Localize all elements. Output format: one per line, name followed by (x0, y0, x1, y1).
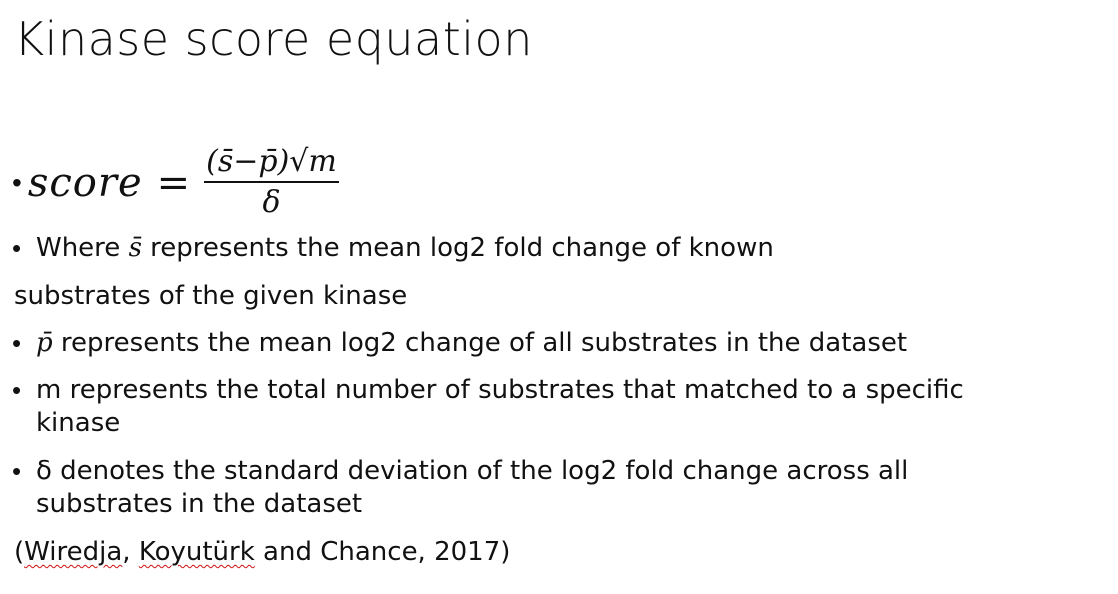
equation-fraction (204, 145, 339, 222)
citation-rest: and Chance, 2017) (254, 537, 511, 567)
citation-author-wiredja: Wiredja (24, 537, 123, 567)
equation-bullet (12, 138, 339, 228)
bullet-line: m represents the total number of substrates that matched to a specific (36, 375, 964, 405)
bullet-line: represents the mean log2 fold change of known (141, 233, 774, 263)
equation-operator: = (156, 160, 191, 206)
bullet-text (36, 327, 907, 360)
bullet-prefix: Where (36, 233, 129, 263)
bullet-p-bar (12, 327, 907, 360)
citation-author-koyuturk: Koyutürk (138, 537, 255, 567)
bullet-dot: • (12, 456, 22, 486)
s-bar-symbol: s̄ (128, 233, 142, 263)
equation-denominator: δ (262, 185, 281, 221)
p-bar-symbol: p̄ (36, 328, 53, 358)
bullet-s-bar (12, 232, 774, 265)
slide-title: Kinase score equation (14, 12, 533, 66)
bullet-dot: • (12, 375, 22, 405)
equation-lhs: score (27, 160, 143, 206)
bullet-line: kinase (36, 408, 121, 438)
bullet-line: δ denotes the standard deviation of the log2 fold change across all (36, 456, 909, 486)
bullet-line: substrates in the dataset (36, 489, 363, 519)
bullet-line: represents the mean log2 change of all substrates in the dataset (52, 328, 908, 358)
bullet-dot: • (12, 167, 22, 198)
bullet-text (36, 232, 774, 265)
bullet-delta (12, 455, 908, 521)
equation-numerator: (s̄−p̄)√m (206, 143, 337, 179)
bullet-continuation: substrates of the given kinase (14, 281, 408, 311)
citation-separator: , (122, 537, 139, 567)
bullet-dot: • (12, 328, 22, 358)
citation-open: ( (14, 537, 25, 567)
bullet-dot: • (12, 233, 22, 263)
citation (14, 536, 510, 569)
bullet-m (12, 374, 964, 440)
